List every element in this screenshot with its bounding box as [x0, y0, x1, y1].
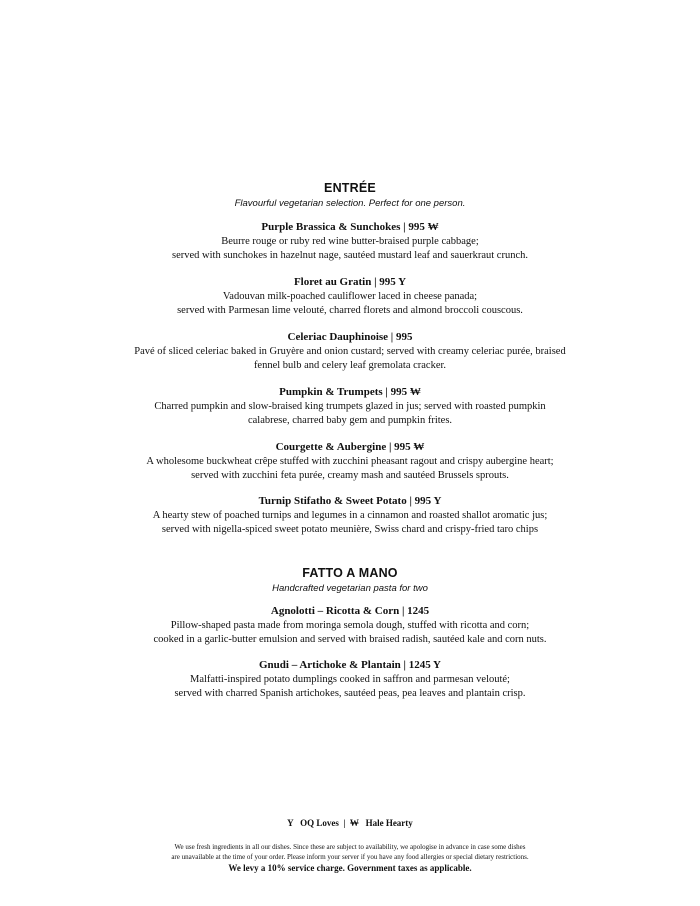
item-description	[60, 619, 640, 647]
item-description-line: served with Parmesan lime velouté, charred florets and almond broccoli couscous.	[177, 305, 523, 316]
item-description-line: served with zucchini feta purée, creamy mash and sautéed Brussels sprouts.	[191, 470, 509, 481]
item-description-line: Pillow-shaped pasta made from moringa semola dough, stuffed with ricotta and corn;	[170, 620, 530, 631]
entree-title: ENTRÉE	[324, 181, 376, 195]
fatto-subtitle: Handcrafted vegetarian pasta for two	[272, 583, 428, 594]
menu-item	[60, 386, 640, 428]
item-description-line: fennel bulb and celery leaf gremolata cracker.	[253, 360, 447, 371]
item-description	[60, 673, 640, 701]
menu-item	[60, 221, 640, 263]
item-description-line: Vadouvan milk-poached cauliflower laced in cheese panada;	[222, 291, 478, 302]
dietary-legend	[0, 818, 700, 828]
item-name: Turnip Stifatho & Sweet Potato | 995 Y	[258, 495, 442, 507]
item-description-line: served with sunchokes in hazelnut nage, sautéed mustard leaf and sauerkraut crunch.	[172, 250, 528, 261]
item-description-line: Malfatti-inspired potato dumplings cooked in saffron and parmesan velouté;	[190, 674, 510, 685]
footer-notice	[0, 842, 700, 874]
item-description-line: served with charred Spanish artichokes, sautéed peas, pea leaves and plantain crisp.	[174, 688, 526, 699]
item-name: Agnolotti – Ricotta & Corn | 1245	[270, 605, 430, 617]
item-name: Purple Brassica & Sunchokes | 995 ₩	[261, 221, 439, 233]
item-description	[60, 509, 640, 537]
item-description-line: A hearty stew of poached turnips and legumes in a cinnamon and roasted shallot aromatic jus;	[152, 510, 548, 521]
item-name: Courgette & Aubergine | 995 ₩	[275, 441, 425, 453]
menu-item	[60, 495, 640, 537]
item-description-line: served with nigella-spiced sweet potato meunière, Swiss chard and crispy-fried taro chips	[161, 524, 539, 535]
item-name: Floret au Gratin | 995 Y	[293, 276, 407, 288]
menu-item	[60, 659, 640, 701]
item-description-line: Pavé of sliced celeriac baked in Gruyère and onion custard; served with creamy celeriac purée, braised	[134, 346, 566, 357]
menu-item	[60, 331, 640, 373]
item-description-line: calabrese, charred baby gem and pumpkin frites.	[247, 415, 453, 426]
menu-item	[60, 605, 640, 647]
item-description	[60, 400, 640, 428]
item-description-line: Charred pumpkin and slow-braised king trumpets glazed in jus; served with roasted pumpkin	[154, 401, 546, 412]
menu-item	[60, 276, 640, 318]
item-name: Pumpkin & Trumpets | 995 ₩	[279, 386, 421, 398]
menu-item	[60, 441, 640, 483]
item-description-line: A wholesome buckwheat crêpe stuffed with zucchini pheasant ragout and crispy aubergine heart;	[146, 456, 554, 467]
entree-subtitle: Flavourful vegetarian selection. Perfect for one person.	[234, 198, 466, 209]
item-description-line: cooked in a garlic-butter emulsion and served with braised radish, sautéed kale and corn nuts.	[153, 634, 547, 645]
item-name: Gnudi – Artichoke & Plantain | 1245 Y	[258, 659, 441, 671]
item-description	[60, 290, 640, 318]
item-description	[60, 235, 640, 263]
fatto-title: FATTO A MANO	[302, 566, 398, 580]
legend-text: Y OQ Loves | ₩ Hale Hearty	[287, 818, 413, 828]
item-description	[60, 345, 640, 373]
service-charge-note: We levy a 10% service charge. Government taxes as applicable.	[228, 863, 472, 873]
footer-line: are unavailable at the time of your order. Please inform your server if you have any food allergies or special dietary restrictions.	[171, 853, 529, 861]
entree-section	[60, 181, 640, 209]
footer-line: We use fresh ingredients in all our dishes. Since these are subject to availability, we apologise in advance in case some dishes	[174, 843, 526, 851]
item-description-line: Beurre rouge or ruby red wine butter-braised purple cabbage;	[221, 236, 479, 247]
item-description	[60, 455, 640, 483]
item-name: Celeriac Dauphinoise | 995	[287, 331, 413, 343]
fatto-section	[60, 566, 640, 594]
